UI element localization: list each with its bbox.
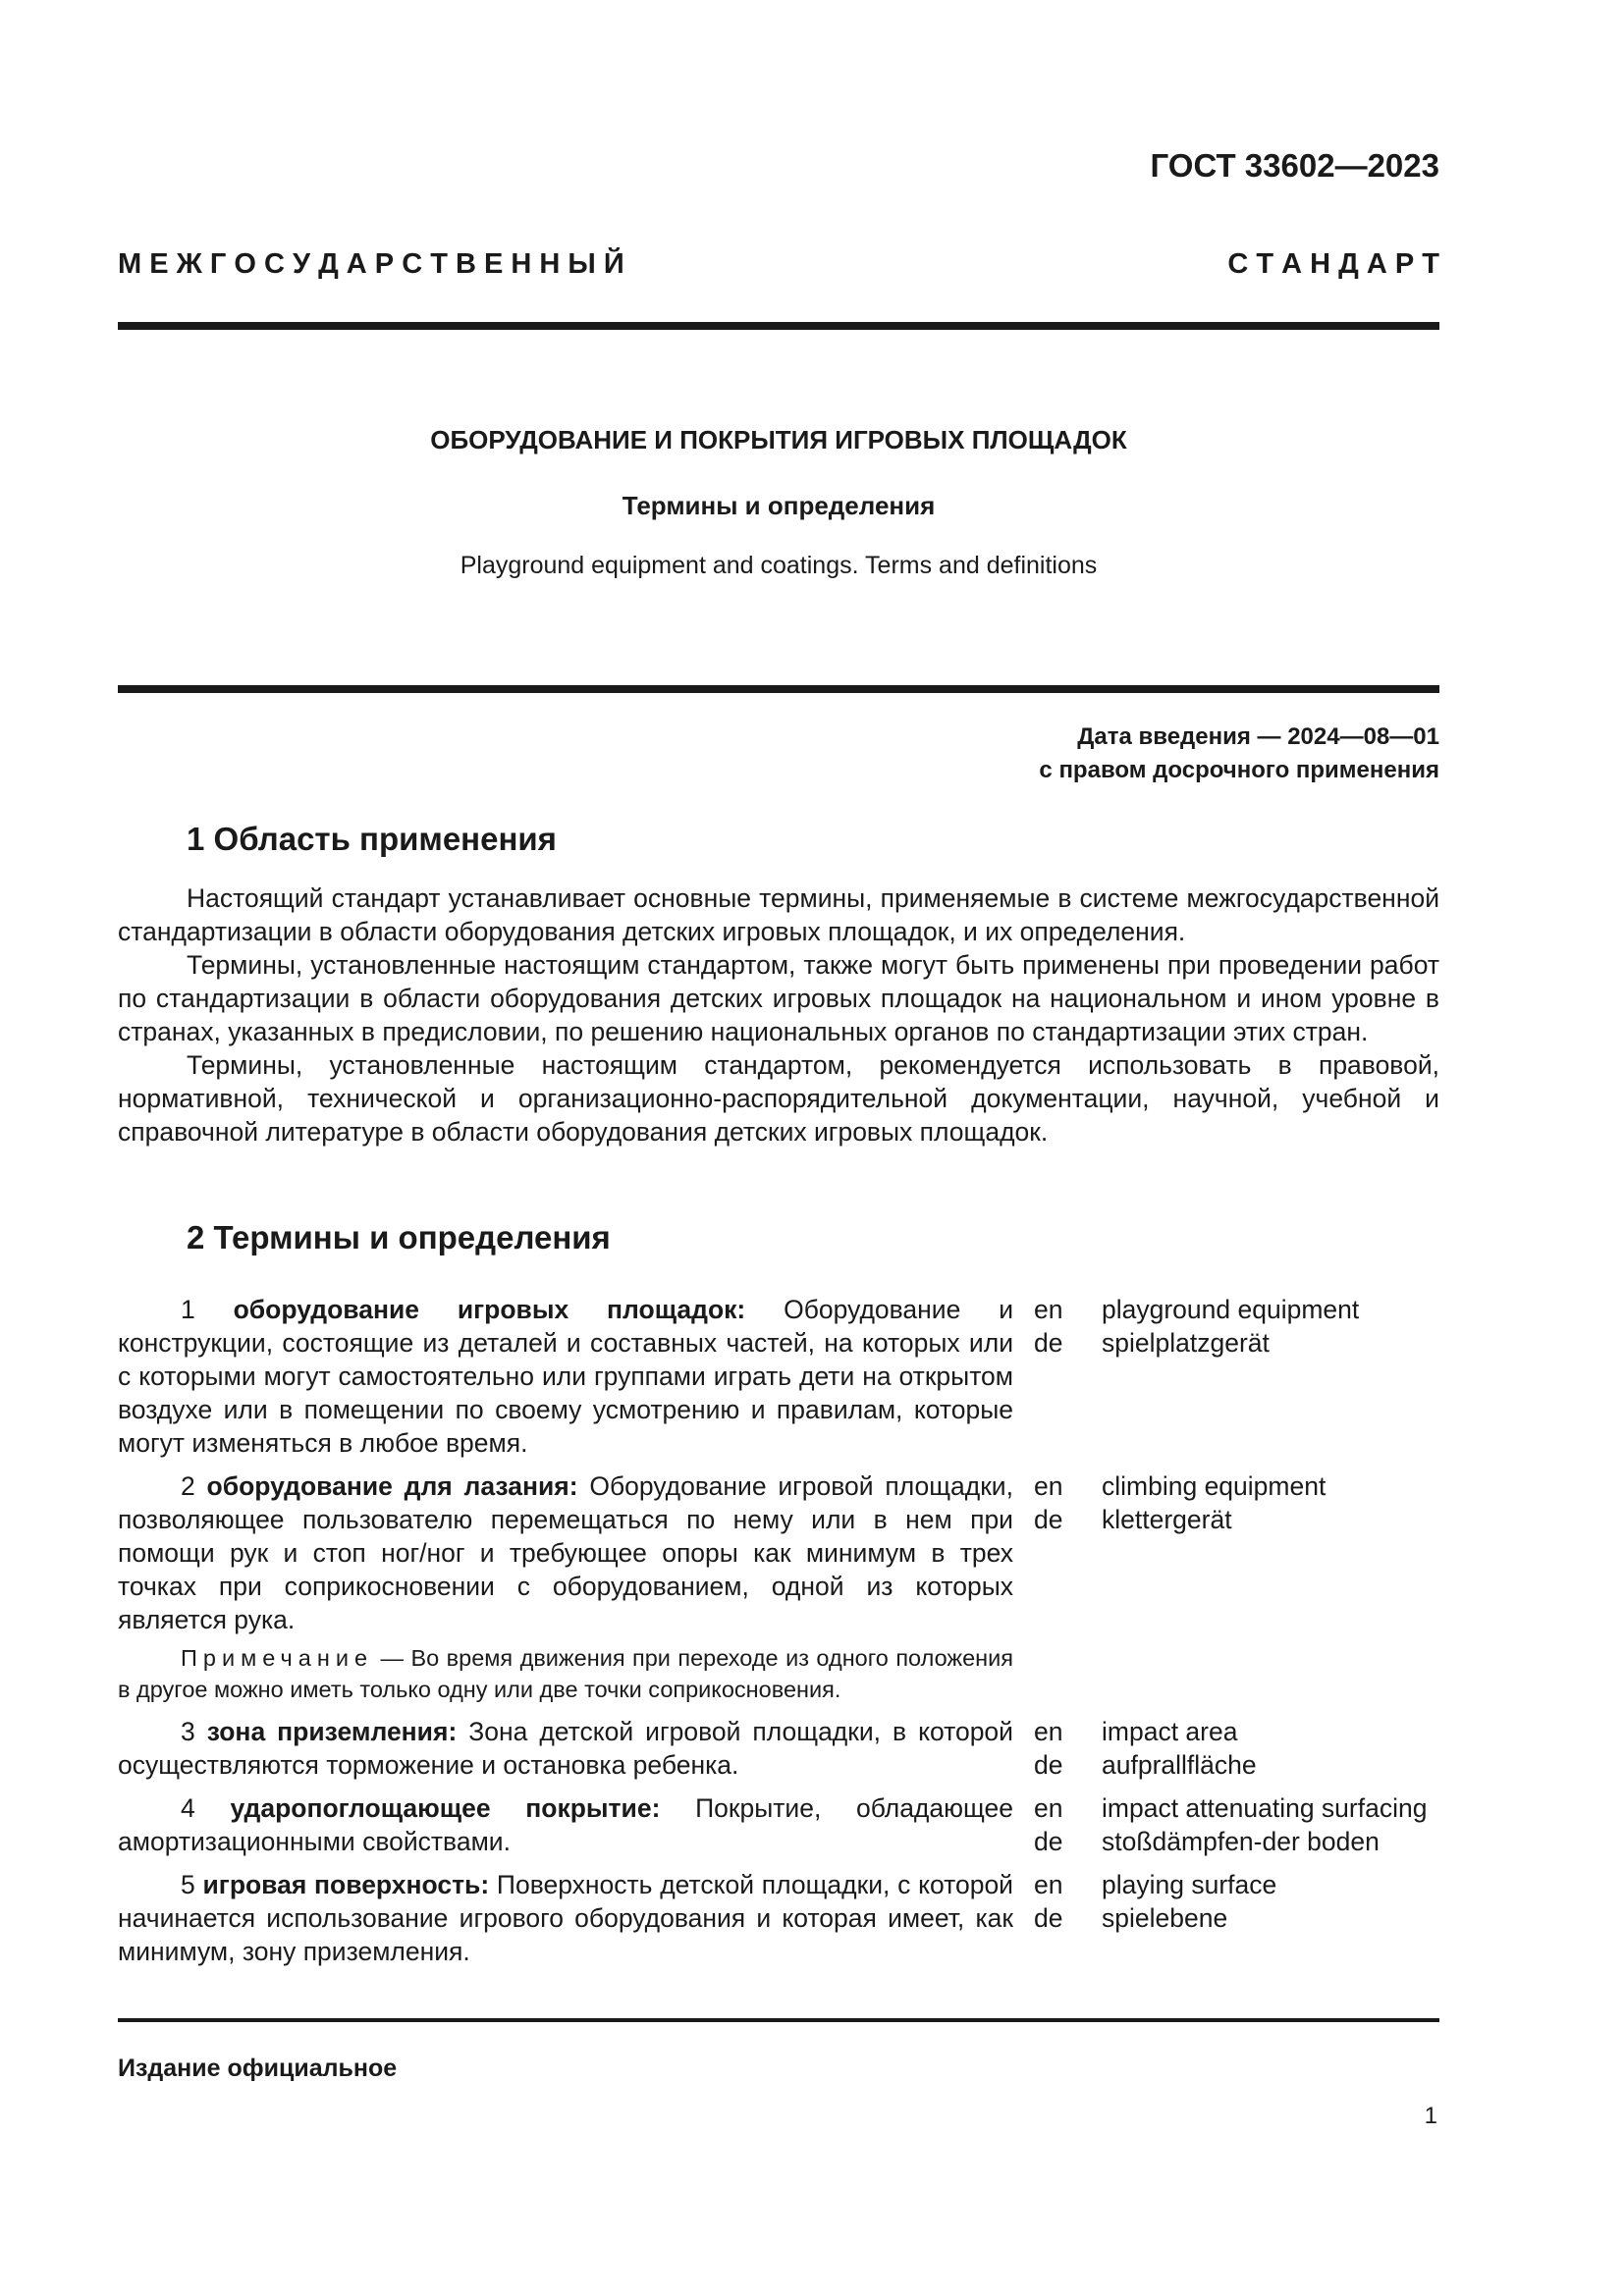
paragraph: Термины, установленные настоящим стандартом, рекомендуется использовать в правовой, нормативной, технической и организационно-распорядительной документации, научной, учебной и справочной литературе в области оборудования детских игровых площадок. bbox=[118, 1050, 1439, 1147]
term-name: зона приземления: bbox=[206, 1717, 458, 1746]
official-edition-label: Издание официальное bbox=[118, 2055, 398, 2082]
foreign-equivalents: impact attenuating surfacing stoßdämpfen-der boden bbox=[1102, 1793, 1428, 1856]
standard-type-header bbox=[118, 248, 1439, 281]
term-name: оборудование игровых площадок: bbox=[233, 1295, 746, 1324]
term-definition bbox=[118, 1469, 1013, 1636]
section1-body bbox=[118, 881, 1439, 1148]
term-note bbox=[118, 1642, 1013, 1705]
section1-heading: 1 Область применения bbox=[187, 821, 557, 857]
term-entry bbox=[118, 1469, 1439, 1636]
footer-rule bbox=[118, 2018, 1439, 2022]
language-codes: en de bbox=[1034, 1295, 1063, 1358]
term-text: Поверхность детской площадки, с которой начинается использование игрового оборудования и которая имеет, как минимум, зону приземления. bbox=[118, 1870, 1013, 1966]
date-line: Дата введения — 2024—08—01 bbox=[1077, 723, 1439, 750]
term-name: игровая поверхность: bbox=[202, 1870, 490, 1899]
term-number: 1 bbox=[181, 1295, 195, 1324]
foreign-equivalents: climbing equipment klettergerät bbox=[1102, 1471, 1326, 1534]
english-title: Playground equipment and coatings. Terms and definitions bbox=[460, 552, 1098, 579]
term-text: Оборудование игровой площадки, позволяющее пользователю перемещаться по нему или в нем при помощи рук и стоп ног/ног и требующее опоры как минимум в трех точках при соприкосновении с оборудованием, одной из которых является рука. bbox=[118, 1471, 1013, 1634]
term-definition bbox=[118, 1791, 1013, 1858]
term-text: Покрытие, обладающее амортизационными свойствами. bbox=[118, 1793, 1013, 1856]
term-name: оборудование для лазания: bbox=[206, 1471, 578, 1501]
foreign-equivalents: playing surface spielebene bbox=[1102, 1870, 1277, 1933]
early-application-line: с правом досрочного применения bbox=[1039, 757, 1439, 783]
title-rule bbox=[118, 685, 1439, 693]
term-text: Зона детской игровой площадки, в которой осуществляются торможение и остановка ребенка. bbox=[118, 1717, 1013, 1780]
term-number: 2 bbox=[181, 1471, 195, 1501]
term-definition bbox=[118, 1715, 1013, 1782]
term-text: Оборудование и конструкции, состоящие из деталей и составных частей, на которых или с которыми могут самостоятельно или группами играть дети на открытом воздухе или в помещении по своему усмотрению и правилам, которые могут изменяться в любое время. bbox=[118, 1295, 1013, 1458]
language-codes: en de bbox=[1034, 1471, 1063, 1534]
document-title: ОБОРУДОВАНИЕ И ПОКРЫТИЯ ИГРОВЫХ ПЛОЩАДОК bbox=[430, 425, 1127, 454]
language-codes: en de bbox=[1034, 1870, 1063, 1933]
header-word-interstate: М Е Ж Г О С У Д А Р С Т В Е Н Н Ы Й bbox=[118, 248, 624, 280]
paragraph: Настоящий стандарт устанавливает основные термины, применяемые в системе межгосударственной стандартизации в области оборудования детских игровых площадок, и их определения. bbox=[118, 883, 1439, 946]
term-number: 4 bbox=[181, 1793, 195, 1823]
page-number: 1 bbox=[1424, 2103, 1437, 2129]
term-number: 5 bbox=[181, 1870, 195, 1899]
foreign-equivalents: playground equipment spielplatzgerät bbox=[1102, 1295, 1360, 1358]
section2-heading: 2 Термины и определения bbox=[187, 1219, 611, 1255]
language-codes: en de bbox=[1034, 1717, 1063, 1780]
term-entry bbox=[118, 1868, 1439, 1968]
header-word-standard: С Т А Н Д А Р Т bbox=[1227, 248, 1439, 280]
term-entry bbox=[118, 1791, 1439, 1858]
introduction-date bbox=[1039, 721, 1439, 787]
language-codes: en de bbox=[1034, 1793, 1063, 1856]
note-label: Примечание bbox=[181, 1645, 374, 1671]
term-entry bbox=[118, 1293, 1439, 1460]
term-definition bbox=[118, 1868, 1013, 1968]
note-text: — Во время движения при переходе из одного положения в другое можно иметь только одну или две точки соприкосновения. bbox=[118, 1645, 1014, 1702]
terms-list bbox=[118, 1293, 1439, 1978]
term-definition bbox=[118, 1293, 1013, 1460]
standard-code: ГОСТ 33602—2023 bbox=[1150, 147, 1439, 184]
paragraph: Термины, установленные настоящим стандартом, также могут быть применены при проведении работ по стандартизации в области оборудования детских игровых площадок на национальном и ином уровне в странах, указанных в предисловии, по решению национальных органов по стандартизации этих стран. bbox=[118, 950, 1439, 1046]
term-name: ударопоглощающее покрытие: bbox=[230, 1793, 661, 1823]
document-subtitle: Термины и определения bbox=[622, 491, 936, 520]
top-rule bbox=[118, 322, 1439, 330]
term-number: 3 bbox=[181, 1717, 195, 1746]
foreign-equivalents: impact area aufprallfläche bbox=[1102, 1717, 1257, 1780]
term-entry bbox=[118, 1715, 1439, 1782]
